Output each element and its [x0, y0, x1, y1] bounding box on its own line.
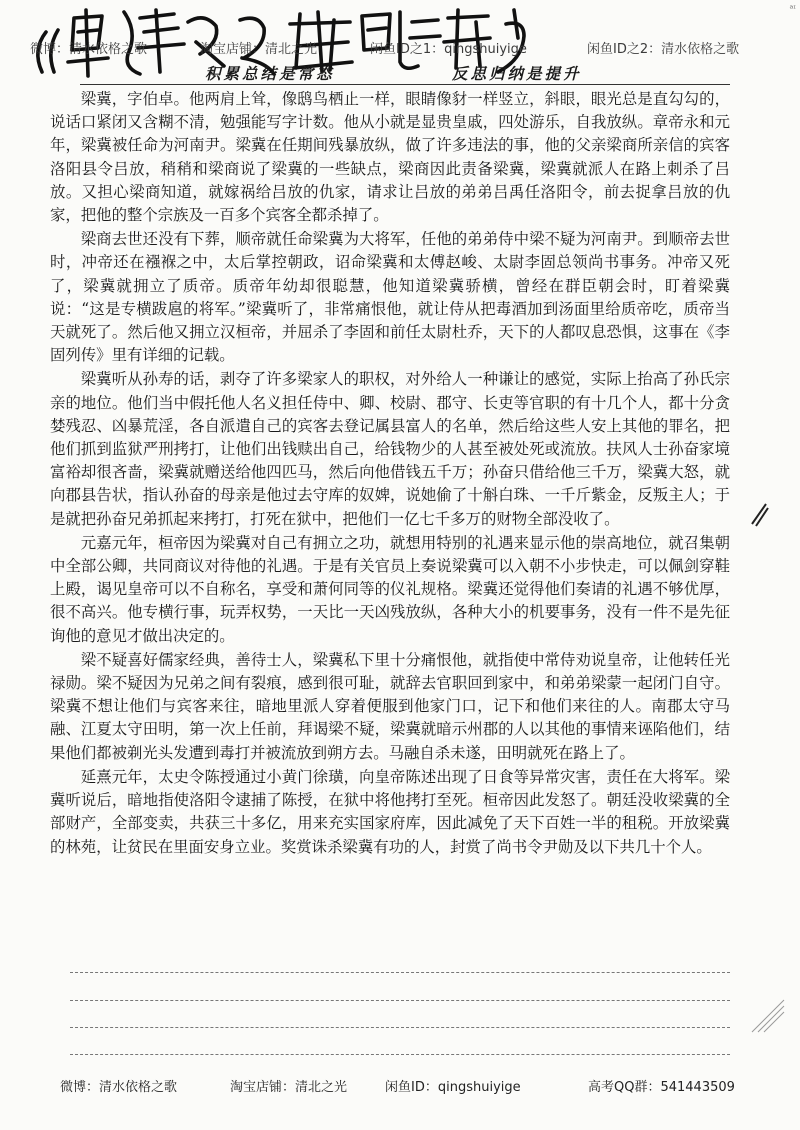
header-taobao: 淘宝店铺：清北之光 [200, 42, 318, 57]
footer-qq-group: 高考QQ群：541443509 [588, 1080, 735, 1095]
paragraph-1: 梁冀，字伯卓。他两肩上耸，像鸱鸟栖止一样，眼睛像豺一样竖立，斜眼，眼光总是直勾勾的，说话口紧闭又含糊不清，勉强能写字计数。他从小就是显贵皇戚，四处游乐，自我放纵。章帝永和元年，梁冀被任命为河南尹。梁冀在任期间残暴放纵，做了许多违法的事，他的父亲梁商所亲信的宾客洛阳县令吕放，稍稍和梁商说了梁冀的一些缺点，梁商因此责备梁冀，梁冀就派人在路上刺杀了吕放。又担心梁商知道，就嫁祸给吕放的仇家，请求让吕放的弟弟吕禹任洛阳令，前去捉拿吕放的仇家，把他的整个宗族及一百多个宾客全都杀掉了。 [50, 90, 730, 225]
header-weibo: 微博：清水依格之歌 [30, 42, 148, 57]
banner-left-slogan: 积累总结是常态 [205, 64, 335, 83]
blank-rule-line [70, 1000, 730, 1001]
blank-rule-line [70, 1027, 730, 1028]
translation-body [50, 88, 730, 859]
paragraph-3: 梁冀听从孙寿的话，剥夺了许多梁家人的职权，对外给人一种谦让的感觉，实际上抬高了孙氏宗亲的地位。他们当中假托他人名义担任侍中、卿、校尉、郡守、长吏等官职的有十几个人，都十分贪婪残忍、凶暴荒淫，各自派遣自己的宾客去登记属县富人的名单，然后给这些人安上其他的罪名，把他们抓到监狱严刑拷打，让他们出钱赎出自己，给钱物少的人甚至被处死或流放。扶风人士孙奋家境富裕却很吝啬，梁冀就赠送给他四匹马，然后向他借钱五千万；孙奋只借给他三千万，梁冀大怒，就向郡县告状，指认孙奋的母亲是他过去守库的奴婢，说她偷了十斛白珠、一千斤紫金，反叛主人；于是就把孙奋兄弟抓起来拷打，打死在狱中，把他们一亿七千多万的财物全部没收了。 [50, 370, 730, 528]
blank-rule-line [70, 972, 730, 973]
footer-xianyu: 闲鱼ID：qingshuiyige [385, 1080, 521, 1095]
banner-right-slogan: 反思归纳是提升 [452, 64, 582, 83]
paragraph-2: 梁商去世还没有下葬，顺帝就任命梁冀为大将军，任他的弟弟侍中梁不疑为河南尹。到顺帝去世时，冲帝还在襁褓之中，太后掌控朝政，诏命梁冀和太傅赵峻、太尉李固总领尚书事务。冲帝又死了，梁冀就拥立了质帝。质帝年幼却很聪慧，他知道梁冀骄横，曾经在群臣朝会时，盯着梁冀说：“这是专横跋扈的将军。”梁冀听了，非常痛恨他，就让侍从把毒酒加到汤面里给质帝吃，质帝当天就死了。然后他又拥立汉桓帝，并屈杀了李固和前任太尉杜乔，天下的人都叹息恐惧，这事在《李固列传》里有详细的记载。 [50, 230, 730, 365]
footer-taobao: 淘宝店铺：清北之光 [230, 1080, 348, 1095]
blank-rule-line [70, 1054, 730, 1055]
pen-mark-icon [748, 500, 772, 528]
header-xianyu-2: 闲鱼ID之2：清水依格之歌 [587, 42, 740, 57]
paragraph-5: 梁不疑喜好儒家经典，善待士人，梁冀私下里十分痛恨他，就指使中常侍劝说皇帝，让他转任光禄勋。梁不疑因为兄弟之间有裂痕，感到很可耻，就辞去官职回到家中，和弟弟梁蒙一起闭门自守。梁冀不想让他们与宾客来往，暗地里派人穿着便服到他家门口，记下和他们来往的人。南郡太守马融、江夏太守田明，第一次上任前，拜谒梁不疑，梁冀就暗示州郡的人以其他的事情来诬陷他们，结果他们都被剃光头发遭到毒打并被流放到朔方去。马融自杀未遂，田明就死在路上了。 [50, 650, 730, 762]
footer-weibo: 微博：清水依格之歌 [60, 1080, 178, 1095]
scribble-mark-icon [748, 996, 788, 1036]
header-xianyu-1: 闲鱼ID之1：qingshuiyige [370, 42, 527, 57]
corner-note: ᵃᶦ [789, 4, 796, 15]
paragraph-6: 延熹元年，太史令陈授通过小黄门徐璜，向皇帝陈述出现了日食等异常灾害，责任在大将军。梁冀听说后，暗地指使洛阳令逮捕了陈授，在狱中将他拷打至死。桓帝因此发怒了。朝廷没收梁冀的全部财产，全部变卖，共获三十多亿，用来充实国家府库，因此减免了天下百姓一半的租税。开放梁冀的林苑，让贫民在里面安身立业。奖赏诛杀梁冀有功的人，封赏了尚书令尹勋及以下共几十个人。 [50, 767, 730, 856]
paragraph-4: 元嘉元年，桓帝因为梁冀对自己有拥立之功，就想用特别的礼遇来显示他的崇高地位，就召集朝中全部公卿，共同商议对待他的礼遇。于是有关官员上奏说梁冀可以入朝不小步快走，可以佩剑穿鞋上殿，谒见皇帝可以不自称名，享受和萧何同等的仪礼规格。梁冀还觉得他们奏请的礼遇不够优厚，很不高兴。他专横行事，玩弄权势，一天比一天凶残放纵，各种大小的机要事务，没有一件不是先征询他的意见才做出决定的。 [50, 533, 730, 645]
banner-rule [80, 84, 730, 85]
